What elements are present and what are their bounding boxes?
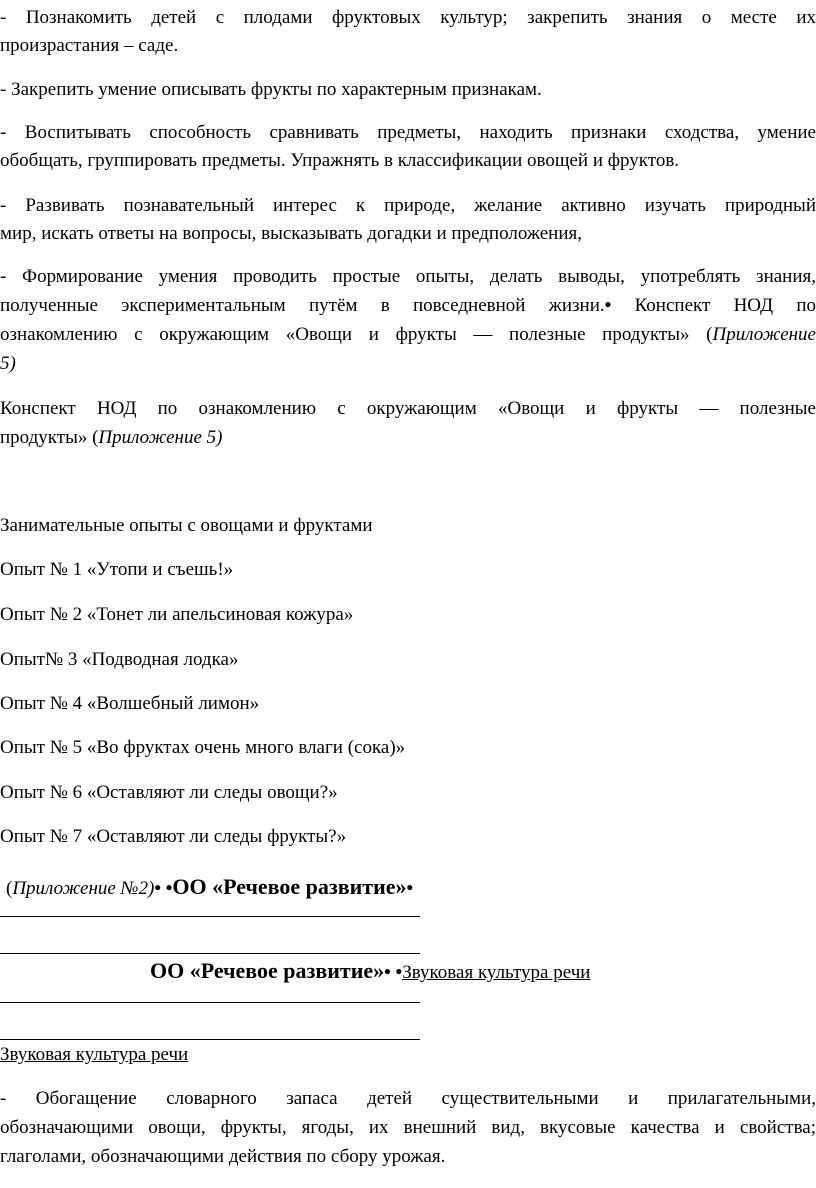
summary-appendix-ref: Приложение 5) [98, 427, 223, 448]
horizontal-rule [0, 916, 420, 917]
experiment-item-5 [0, 733, 816, 763]
bullet-icon: • [395, 962, 403, 983]
goal-4-line-1: - Развивать познавательный интерес к природе, желание активно изучать природный [0, 195, 816, 216]
formation-text-2-tail: Конспект НОД по [611, 295, 816, 316]
summary-line-1 [0, 394, 816, 424]
formation-line-1 [0, 262, 816, 292]
horizontal-rule [0, 1002, 420, 1003]
goal-paragraph-3-cont [0, 146, 816, 176]
goal-2-line-1: - Закрепить умение описывать фрукты по характерным признакам. [0, 79, 542, 100]
formation-appendix-number: 5) [0, 353, 16, 374]
enrichment-text-3: глаголами, обозначающими действия по сбору урожая. [0, 1146, 446, 1167]
enrichment-line-3 [0, 1142, 816, 1172]
formation-text-3: ознакомлению с окружающим «Овощи и фрукты — полезные продукты» ( [0, 324, 713, 345]
enrichment-text-2: обозначающими овощи, фрукты, ягоды, их внешний вид, вкусовые качества и свойства; [0, 1117, 816, 1138]
goal-3-line-1: - Воспитывать способность сравнивать предметы, находить признаки сходства, умение [0, 122, 816, 143]
bullet-icon: • [406, 878, 414, 899]
appendix-2-open: ( [6, 878, 13, 899]
goal-paragraph-4-cont [0, 219, 816, 249]
goal-paragraph-4 [0, 191, 816, 221]
formation-line-3 [0, 320, 816, 350]
enrichment-text-1: - Обогащение словарного запаса детей существительными и прилагательными, [0, 1088, 816, 1109]
formation-line-4 [0, 349, 816, 379]
goal-1-line-1: - Познакомить детей с плодами фруктовых культур; закрепить знания о месте их [0, 7, 816, 28]
sound-culture-subheading-2: Звуковая культура речи [0, 1044, 189, 1065]
formation-text-1: - Формирование умения проводить простые опыты, делать выводы, употреблять знания, [0, 266, 816, 287]
experiment-item-7 [0, 822, 816, 852]
experiments-heading-text: Занимательные опыты с овощами и фруктами [0, 515, 373, 536]
experiment-4: Опыт № 4 «Волшебный лимон» [0, 693, 260, 714]
experiment-item-1 [0, 555, 816, 585]
goal-paragraph-1 [0, 3, 816, 33]
sound-culture-line [0, 1040, 816, 1070]
experiment-5: Опыт № 5 «Во фруктах очень много влаги (сока)» [0, 737, 406, 758]
experiments-heading [0, 511, 816, 541]
experiment-item-4 [0, 689, 816, 719]
bullet-icon: • [165, 878, 173, 899]
goal-paragraph-2 [0, 75, 816, 105]
experiment-item-3 [0, 645, 816, 675]
experiment-6: Опыт № 6 «Оставляют ли следы овощи?» [0, 782, 338, 803]
horizontal-rule [0, 953, 420, 954]
speech-heading: ОО «Речевое развитие» [150, 958, 385, 983]
experiment-3: Опыт№ 3 «Подводная лодка» [0, 649, 239, 670]
goal-paragraph-3 [0, 118, 816, 148]
summary-line-2 [0, 423, 816, 453]
speech-development-heading: ОО «Речевое развитие» [172, 874, 407, 899]
sound-culture-subheading: Звуковая культура речи [402, 962, 591, 983]
appendix-2-ref: Приложение №2) [12, 878, 155, 899]
goal-paragraph-1-cont [0, 31, 816, 61]
experiment-item-6 [0, 778, 816, 808]
bullet-icon: • [604, 295, 612, 316]
summary-text-1: Конспект НОД по ознакомлению с окружающим «Овощи и фрукты — полезные [0, 398, 816, 419]
summary-text-2: продукты» ( [0, 427, 99, 448]
bullet-icon: • [384, 962, 391, 983]
appendix-2-line [6, 872, 816, 904]
formation-appendix-ref: Приложение [712, 324, 816, 345]
bullet-icon: • [154, 878, 161, 899]
formation-text-2: полученные экспериментальным путём в повседневной жизни. [0, 295, 605, 316]
experiment-item-2 [0, 600, 816, 630]
goal-1-line-2: произрастания – саде. [0, 35, 179, 56]
experiment-2: Опыт № 2 «Тонет ли апельсиновая кожура» [0, 604, 354, 625]
goal-4-line-2: мир, искать ответы на вопросы, высказывать догадки и предположения, [0, 223, 582, 244]
goal-3-line-2: обобщать, группировать предметы. Упражнять в классификации овощей и фруктов. [0, 150, 680, 171]
experiment-7: Опыт № 7 «Оставляют ли следы фрукты?» [0, 826, 347, 847]
enrichment-line-1 [0, 1084, 816, 1114]
formation-line-2 [0, 291, 816, 321]
experiment-1: Опыт № 1 «Утопи и съешь!» [0, 559, 234, 580]
speech-heading-line [150, 956, 590, 988]
enrichment-line-2 [0, 1113, 816, 1143]
